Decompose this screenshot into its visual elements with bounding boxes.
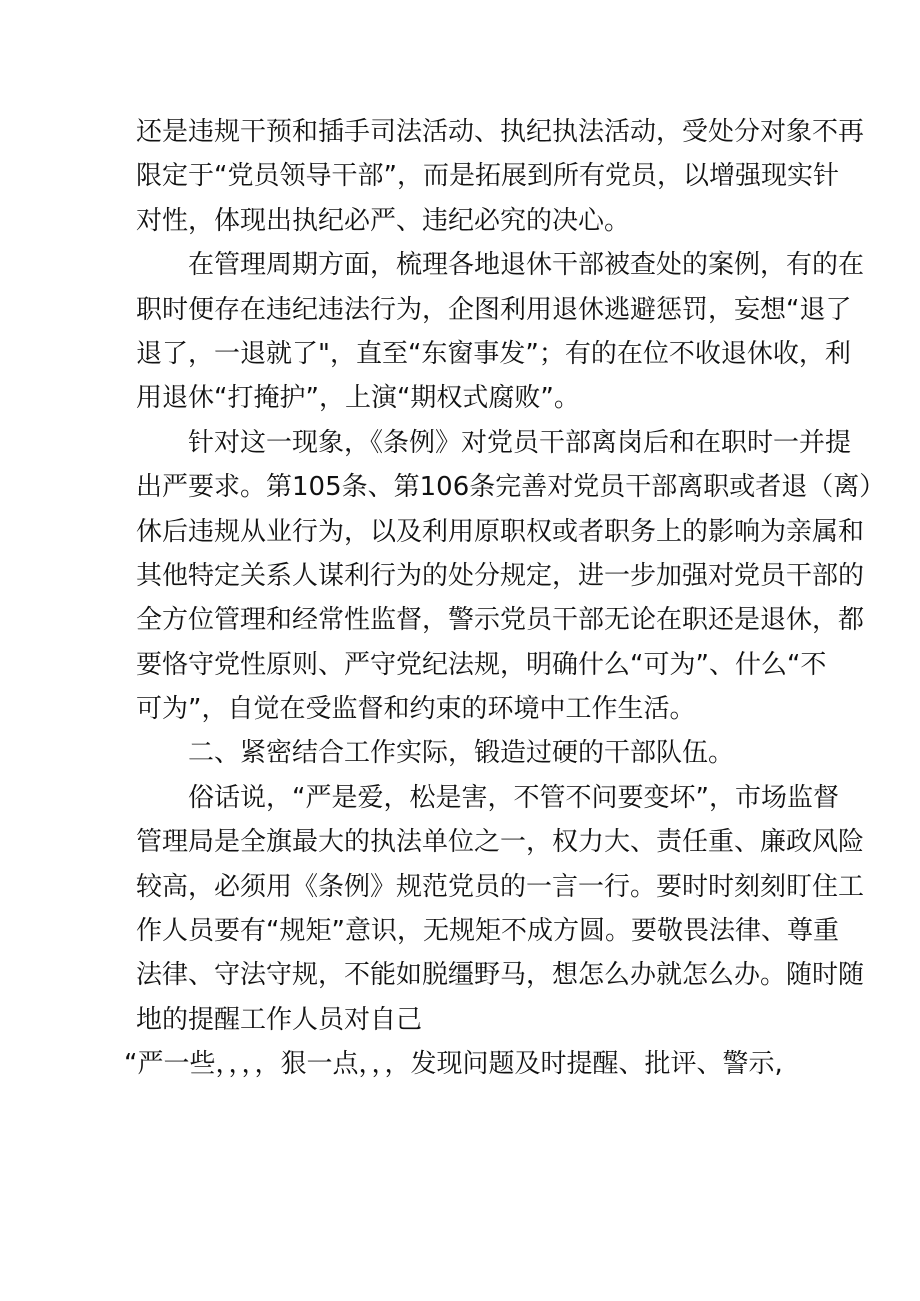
- text-line: 作人员要有“规矩”意识，无规矩不成方圆。要敬畏法律、尊重: [136, 916, 839, 947]
- paragraph-start-line: 二、紧密结合工作实际，锻造过硬的干部队伍。: [188, 738, 735, 769]
- text-line: 退了，一退就了"，直至“东窗事发”；有的在位不收退休收，利: [136, 338, 851, 369]
- text-line: “严一些，，，，狠一点，，，发现问题及时提醒、批评、警示,: [124, 1049, 783, 1080]
- paragraph-start-line: 在管理周期方面，梳理各地退休干部被查处的案例，有的在: [188, 250, 865, 281]
- text-line: 限定于“党员领导干部”，而是拓展到所有党员，以增强现实针: [136, 161, 839, 192]
- text-line: 要恪守党性原则、严守党纪法规，明确什么“可为”、什么“不: [136, 649, 827, 680]
- text-line: 全方位管理和经常性监督，警示党员干部无论在职还是退休，都: [136, 605, 865, 636]
- text-line: 地的提醒工作人员对自己: [136, 1004, 423, 1035]
- text-line: 职时便存在违纪违法行为，企图利用退休逃避惩罚，妄想“退了: [136, 294, 852, 325]
- text-line: 出严要求。第105条、第106条完善对党员干部离职或者退（离）: [136, 472, 886, 503]
- paragraph-start-line: 针对这一现象，《条例》对党员干部离岗后和在职时一并提: [188, 427, 852, 458]
- paragraph-start-line: 俗话说，“严是爱，松是害，不管不问要变坏”，市场监督: [188, 782, 839, 813]
- text-line: 对性，体现出执纪必严、违纪必究的决心。: [136, 205, 631, 236]
- text-line: 还是违规干预和插手司法活动、执纪执法活动，受处分对象不再: [136, 117, 865, 147]
- text-line: 用退休“打掩护”，上演“期权式腐败”。: [136, 383, 580, 414]
- text-line: 较高，必须用《条例》规范党员的一言一行。要时时刻刻盯住工: [136, 871, 865, 902]
- document-body: [124, 110, 886, 1087]
- text-line: 管理局是全旗最大的执法单位之一，权力大、责任重、廉政风险: [136, 827, 865, 858]
- text-line: 可为”，自觉在受监督和约束的环境中工作生活。: [136, 694, 696, 725]
- text-line: 其他特定关系人谋利行为的处分规定，进一步加强对党员干部的: [136, 560, 865, 591]
- text-line: 法律、守法守规，不能如脱缰野马，想怎么办就怎么办。随时随: [136, 960, 865, 991]
- text-line: 休后违规从业行为，以及利用原职权或者职务上的影响为亲属和: [136, 516, 865, 547]
